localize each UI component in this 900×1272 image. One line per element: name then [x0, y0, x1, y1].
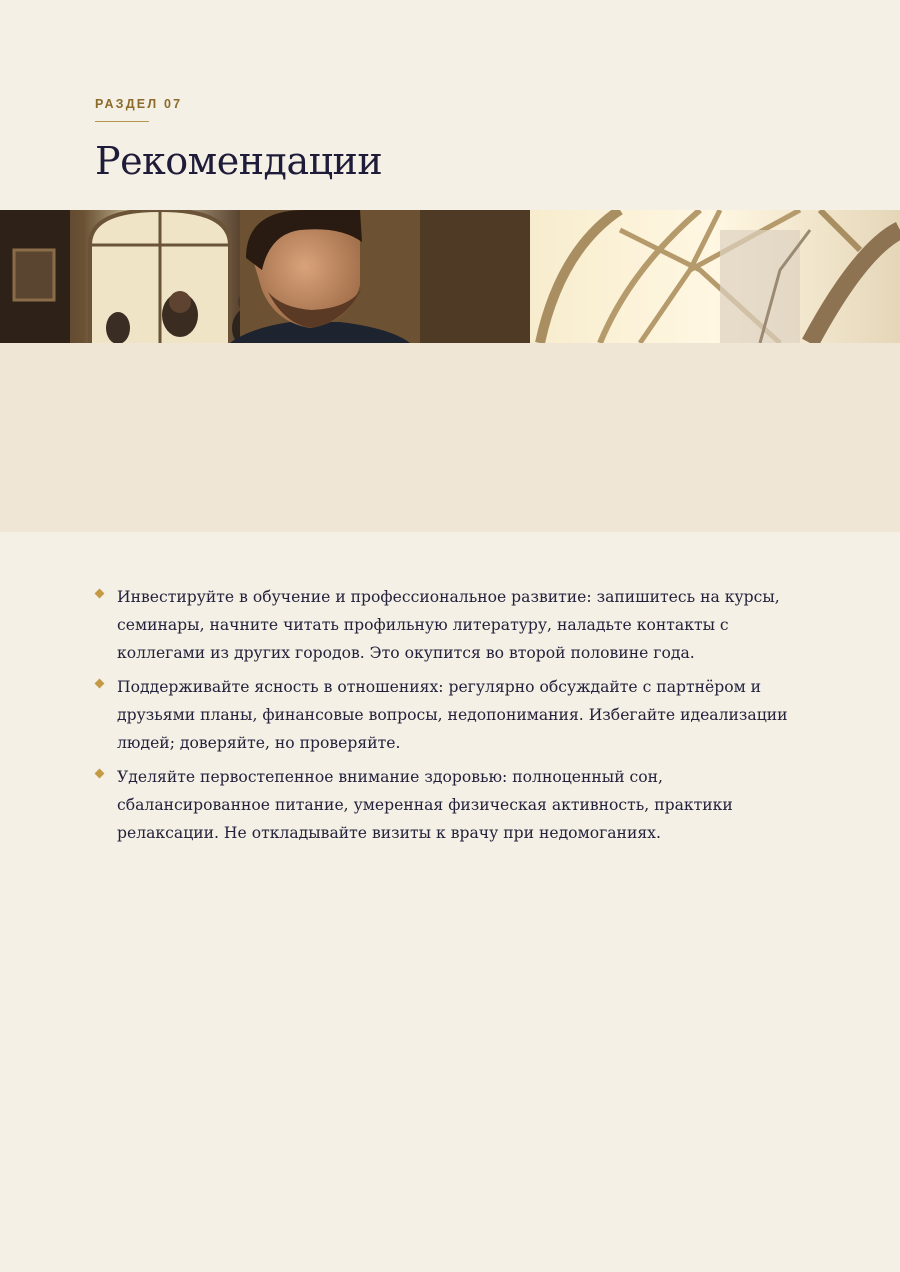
list-item [95, 763, 815, 847]
recommendation-text: Уделяйте первостепенное внимание здоровью: полноценный сон, сбалансированное питание, умеренная физическая активность, практики релаксации. Не откладывайте визиты к врачу при недомоганиях. [117, 768, 733, 842]
label-divider [95, 121, 149, 122]
header-photo [0, 210, 900, 343]
list-item [95, 673, 815, 757]
recommendation-text: Инвестируйте в обучение и профессиональное развитие: запишитесь на курсы, семинары, начните читать профильную литературу, наладьте контакты с коллегами из других городов. Это окупится во второй половине года. [117, 588, 780, 662]
list-item [95, 583, 815, 667]
diamond-bullet-icon [95, 589, 105, 599]
recommendation-text: Поддерживайте ясность в отношениях: регулярно обсуждайте с партнёром и друзьями планы, финансовые вопросы, недопонимания. Избегайте идеализации людей; доверяйте, но проверяйте. [117, 678, 788, 752]
section-header [95, 96, 815, 183]
section-label: РАЗДЕЛ 07 [95, 97, 183, 111]
page-title: Рекомендации [95, 139, 383, 183]
recommendations-list [95, 583, 815, 853]
diamond-bullet-icon [95, 679, 105, 689]
diamond-bullet-icon [95, 769, 105, 779]
tint-band [0, 343, 900, 532]
photo-illustration [0, 210, 900, 343]
